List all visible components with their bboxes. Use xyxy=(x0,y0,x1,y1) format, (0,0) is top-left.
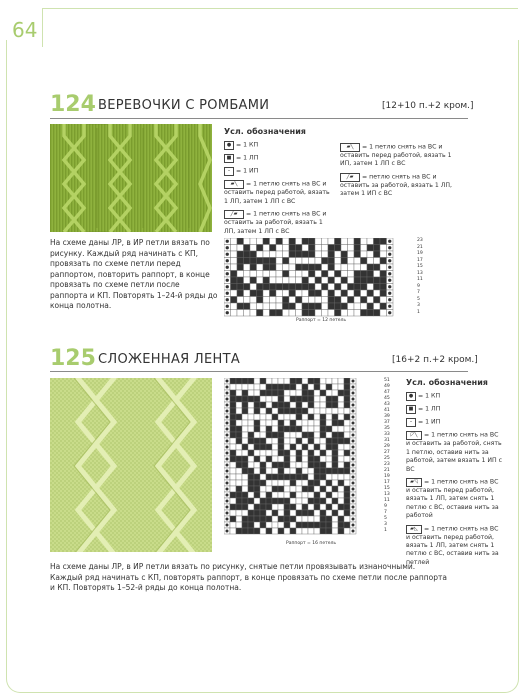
pattern-124-caption: На схеме даны ЛР, в ИР петли вязать по рисунку. Каждый ряд начинать с КП, провязать по схеме петли перед раппортом, повторить раппорт, в конце провязать по схеме петли после раппорта и КП. Повторять 1–24-й ряды до конца полотна. xyxy=(50,238,218,310)
legend-item-cross-front: ▰╲ = 1 петлю снять на ВС и оставить перед работой, вязать 1 ЛП, затем 1 ЛП с ВС xyxy=(224,180,330,205)
pattern-124-number: 124 xyxy=(50,92,96,117)
purl-stitch-icon: – xyxy=(224,167,234,176)
pattern-124-legend xyxy=(224,127,334,240)
row-label: 9 xyxy=(384,504,387,509)
pattern-124-legend-right xyxy=(340,143,464,203)
row-label: 1 xyxy=(417,309,420,315)
legend-item-cross-front-purl: ▰╲ = 1 петлю снять на ВС и оставить перед работой, вязать 1 ИП, затем 1 ЛП с ВС xyxy=(340,143,452,168)
pattern-124-rapport-label: Раппорт = 12 петель xyxy=(296,318,347,323)
row-label: 49 xyxy=(384,384,390,389)
row-label: 21 xyxy=(417,244,423,250)
row-label: 15 xyxy=(384,486,390,491)
row-label: 1 xyxy=(384,528,387,533)
row-label: 21 xyxy=(384,468,390,473)
row-label: 19 xyxy=(384,474,390,479)
pattern-124-title: ВЕРЕВОЧКИ С РОМБАМИ xyxy=(98,98,270,113)
row-label: 3 xyxy=(384,522,387,527)
row-label: 13 xyxy=(417,270,423,276)
edge-stitch-icon: ● xyxy=(224,141,234,150)
legend-item-cross-back-purl: ╱▰ = петлю снять на ВС и оставить за работой, вязать 1 ЛП, затем 1 ИП с ВС xyxy=(340,173,453,198)
legend-item-cross-front-slip-2: ▰◺ = 1 петлю снять на ВС и оставить перед работой, вязать 1 ЛП, затем снять 1 петлю с ВС, оставив нить за петлей xyxy=(406,525,499,566)
pattern-125-swatch-image xyxy=(50,378,212,552)
row-label: 35 xyxy=(384,426,390,431)
row-label: 47 xyxy=(384,390,390,395)
page-top-rule xyxy=(42,8,518,47)
row-label: 5 xyxy=(417,296,420,302)
edge-stitch-icon: ● xyxy=(406,392,416,401)
row-label: 19 xyxy=(417,251,423,256)
cross-front-purl-icon: ▰╲ xyxy=(340,143,360,152)
legend-item-cross-front-slip: ▰◹ = 1 петлю снять на ВС и оставить перед работой, вязать 1 ЛП, затем снять 1 петлю с ВС, оставив нить за работой xyxy=(406,478,499,520)
row-label: 7 xyxy=(384,510,387,515)
row-label: 45 xyxy=(384,396,390,401)
legend-item-purl: – = 1 ИП xyxy=(224,167,334,176)
row-label: 11 xyxy=(384,498,390,503)
legend-item-cross-back-slip: ◸╲ = 1 петлю снять на ВС и оставить за работой, снять 1 петлю, оставив нить за работой, затем вязать 1 ИП с ВС xyxy=(406,431,503,473)
legend-item-knit: ■ = 1 ЛП xyxy=(224,154,334,163)
row-label: 3 xyxy=(417,303,420,308)
row-label: 25 xyxy=(384,456,390,461)
cross-back-purl-icon: ╱▰ xyxy=(340,173,360,182)
knit-stitch-icon: ■ xyxy=(224,154,234,163)
knit-stitch-icon: ■ xyxy=(406,405,416,414)
legend-item-cross-back: ╱▰ = 1 петлю снять на ВС и оставить за работой, вязать 1 ЛП, затем 1 ЛП с ВС xyxy=(224,210,327,235)
row-label: 23 xyxy=(384,462,390,467)
cross-back-icon: ╱▰ xyxy=(224,210,244,219)
pattern-125-legend-title: Усл. обозначения xyxy=(406,378,488,387)
pattern-124-swatch-image xyxy=(50,124,212,232)
row-label: 43 xyxy=(384,402,390,407)
row-label: 31 xyxy=(384,438,390,443)
row-label: 7 xyxy=(417,290,420,295)
row-label: 5 xyxy=(384,516,387,521)
row-label: 29 xyxy=(384,444,390,449)
row-label: 17 xyxy=(384,480,390,485)
pattern-125-rule xyxy=(50,371,468,372)
pattern-125-rapport: [16+2 п.+2 кром.] xyxy=(392,355,478,365)
cross-front-slip-icon: ▰◹ xyxy=(406,478,422,487)
row-label: 39 xyxy=(384,414,390,419)
row-label: 15 xyxy=(417,264,423,269)
row-label: 33 xyxy=(384,432,390,437)
page-number: 64 xyxy=(12,18,38,42)
legend-item-edge-stitch: ● = 1 КП xyxy=(224,141,334,150)
pattern-124-legend-title: Усл. обозначения xyxy=(224,127,306,136)
pattern-125-caption: На схеме даны ЛР, в ИР петли вязать по рисунку, снятые петли провязывать изнаночными. Каждый ряд начинать с КП, повторять раппорт, в конце провязать по схеме петли после раппорта и КП. Повторять 1–52-й ряды до конца полотна. xyxy=(50,562,447,592)
row-label: 37 xyxy=(384,420,390,425)
pattern-125-title: СЛОЖЕННАЯ ЛЕНТА xyxy=(98,352,241,367)
row-label: 51 xyxy=(384,378,390,383)
pattern-124-rapport: [12+10 п.+2 кром.] xyxy=(382,101,474,111)
row-label: 13 xyxy=(384,492,390,497)
pattern-124-swatch xyxy=(50,124,212,232)
row-label: 17 xyxy=(417,257,423,263)
row-label: 23 xyxy=(417,238,423,243)
row-label: 27 xyxy=(384,450,390,455)
row-label: 11 xyxy=(417,277,423,282)
row-label: 9 xyxy=(417,283,420,289)
pattern-124-rule xyxy=(50,118,468,119)
legend-item-edge-stitch-125: ● = 1 КП xyxy=(406,392,502,401)
pattern-125-rapport-label: Раппорт = 16 петель xyxy=(286,541,337,546)
row-label: 41 xyxy=(384,408,390,413)
cross-front-icon: ▰╲ xyxy=(224,180,244,189)
cross-front-slip-2-icon: ▰◺ xyxy=(406,525,422,534)
legend-item-knit-125: ■ = 1 ЛП xyxy=(406,405,502,414)
pattern-125-swatch xyxy=(50,378,212,552)
pattern-125-number: 125 xyxy=(50,346,96,371)
legend-item-purl-125: – = 1 ИП xyxy=(406,418,502,427)
cross-back-slip-icon: ◸╲ xyxy=(406,431,422,440)
pattern-125-legend xyxy=(406,378,502,571)
purl-stitch-icon: – xyxy=(406,418,416,427)
